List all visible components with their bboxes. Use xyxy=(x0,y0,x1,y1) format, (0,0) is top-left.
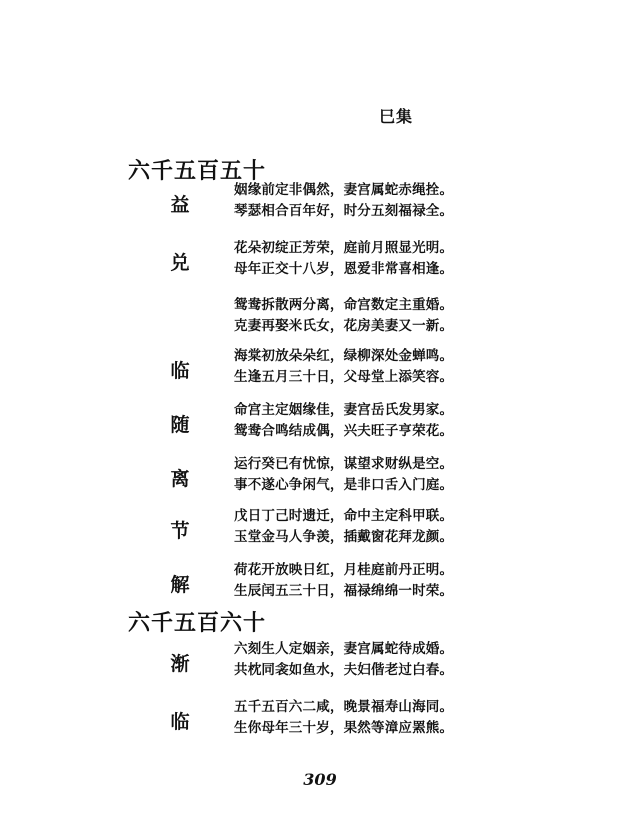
verse-lines xyxy=(234,295,453,337)
verse-line: 生你母年三十岁，果然等漳应罴熊。 xyxy=(234,720,454,736)
verse-entry xyxy=(0,639,640,685)
verse-entry xyxy=(0,560,640,606)
hexagram-label: 渐 xyxy=(170,653,190,675)
verse-line: 事不遂心争闲气，是非口舌入门庭。 xyxy=(234,477,454,493)
verse-line: 姻缘前定非偶然，妻宫属蛇赤绳拴。 xyxy=(234,182,454,198)
verse-entry xyxy=(0,238,640,284)
verse-line: 荷花开放映日红，月桂庭前丹正明。 xyxy=(234,562,454,578)
verse-line: 命宫主定姻缘佳，妻宫岳氏发男家。 xyxy=(234,402,454,418)
verse-entry xyxy=(0,454,640,500)
verse-line: 鸳鸯合鸣结成偶，兴夫旺子亨荣花。 xyxy=(234,423,454,439)
verse-lines xyxy=(234,180,453,222)
verse-line: 玉堂金马人争羡，插戴窗花拜龙颜。 xyxy=(234,529,454,545)
section-title: 六千五百五十 xyxy=(128,158,267,184)
verse-entry xyxy=(0,400,640,446)
verse-lines xyxy=(234,400,453,442)
hexagram-label: 随 xyxy=(170,414,190,436)
page-number: 309 xyxy=(303,770,337,789)
verse-lines xyxy=(234,506,453,548)
hexagram-label: 离 xyxy=(170,468,190,490)
running-header: 巳集 xyxy=(379,107,414,126)
verse-lines xyxy=(234,560,453,602)
hexagram-label: 节 xyxy=(170,520,190,542)
hexagram-label: 益 xyxy=(170,194,190,216)
verse-lines xyxy=(234,639,453,681)
verse-line: 运行癸已有忧惊，谋望求财纵是空。 xyxy=(234,456,454,472)
verse-line: 克妻再娶米氏女，花房美妻又一新。 xyxy=(234,318,454,334)
verse-line: 共枕同衾如鱼水，夫妇偕老过白春。 xyxy=(234,662,454,678)
verse-entry xyxy=(0,180,640,226)
hexagram-label: 兑 xyxy=(170,252,190,274)
hexagram-label: 解 xyxy=(170,574,190,596)
verse-line: 生逢五月三十日，父母堂上添笑容。 xyxy=(234,369,454,385)
verse-line: 鸳鸯拆散两分离，命宫数定主重婚。 xyxy=(234,297,454,313)
verse-line: 花朵初绽正芳荣，庭前月照显光明。 xyxy=(234,240,454,256)
verse-line: 琴瑟相合百年好，时分五刻福禄全。 xyxy=(234,203,454,219)
verse-entry xyxy=(0,346,640,392)
section-title: 六千五百六十 xyxy=(128,610,267,636)
verse-line: 五千五百六二咸，晚景福寿山海同。 xyxy=(234,699,454,715)
hexagram-label: 临 xyxy=(170,711,190,733)
verse-entry xyxy=(0,697,640,743)
verse-line: 戊日丁己时遗迁，命中主定科甲联。 xyxy=(234,508,454,524)
verse-entry xyxy=(0,295,640,341)
verse-lines xyxy=(234,346,453,388)
verse-line: 海棠初放朵朵红，绿柳深处金蝉鸣。 xyxy=(234,348,454,364)
verse-lines xyxy=(234,454,453,496)
verse-line: 六刻生人定姻亲，妻宫属蛇待成婚。 xyxy=(234,641,454,657)
verse-line: 母年正交十八岁，恩爱非常喜相逢。 xyxy=(234,261,454,277)
verse-lines xyxy=(234,697,453,739)
verse-entry xyxy=(0,506,640,552)
verse-line: 生辰闰五三十日，福禄绵绵一时荣。 xyxy=(234,583,454,599)
hexagram-label: 临 xyxy=(170,360,190,382)
verse-lines xyxy=(234,238,453,280)
